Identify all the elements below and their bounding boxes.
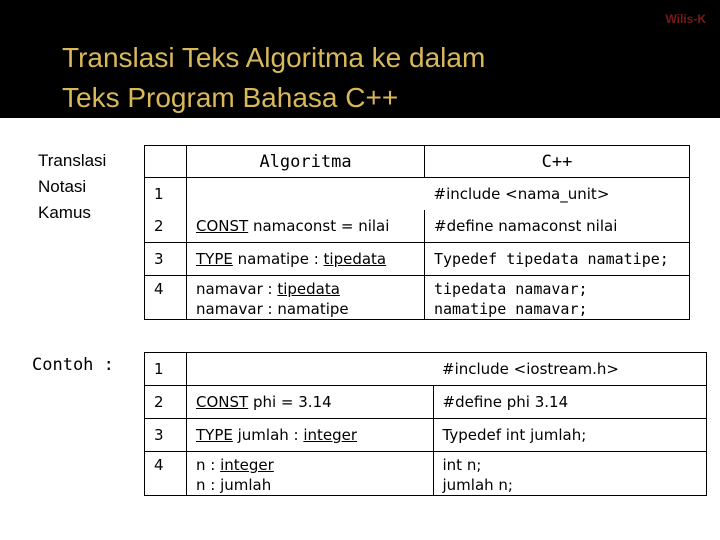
table-row: 2 CONST namaconst = nilai #define namaconst nilai xyxy=(145,210,690,243)
translation-table xyxy=(144,145,690,320)
table-row: 4 namavar : tipedata namavar : namatipe tipedata namavar; namatipe namavar; xyxy=(145,276,690,320)
slide-header xyxy=(0,0,720,118)
table-row: 3 TYPE jumlah : integer Typedef int jumlah; xyxy=(145,419,707,452)
table-row: 1 #include <nama_unit> xyxy=(145,178,690,211)
title-line-1: Translasi Teks Algoritma ke dalam xyxy=(62,42,486,73)
table-row: 2 CONST phi = 3.14 #define phi 3.14 xyxy=(145,386,707,419)
table-row: 4 n : integer n : jumlah int n; jumlah n; xyxy=(145,452,707,496)
example-table xyxy=(144,352,707,496)
header-algoritma: Algoritma xyxy=(187,146,425,178)
title-line-2: Teks Program Bahasa C++ xyxy=(62,82,399,113)
table-row: 3 TYPE namatipe : tipedata Typedef tipedata namatipe; xyxy=(145,243,690,276)
side-label-contoh: Contoh : xyxy=(32,355,114,375)
side-label-translasi: Translasi Notasi Kamus xyxy=(38,151,107,222)
slide-title xyxy=(62,38,485,118)
brand-label: Wilis-K xyxy=(665,12,706,26)
header-cpp: C++ xyxy=(425,146,690,178)
table-row: 1 #include <iostream.h> xyxy=(145,353,707,386)
